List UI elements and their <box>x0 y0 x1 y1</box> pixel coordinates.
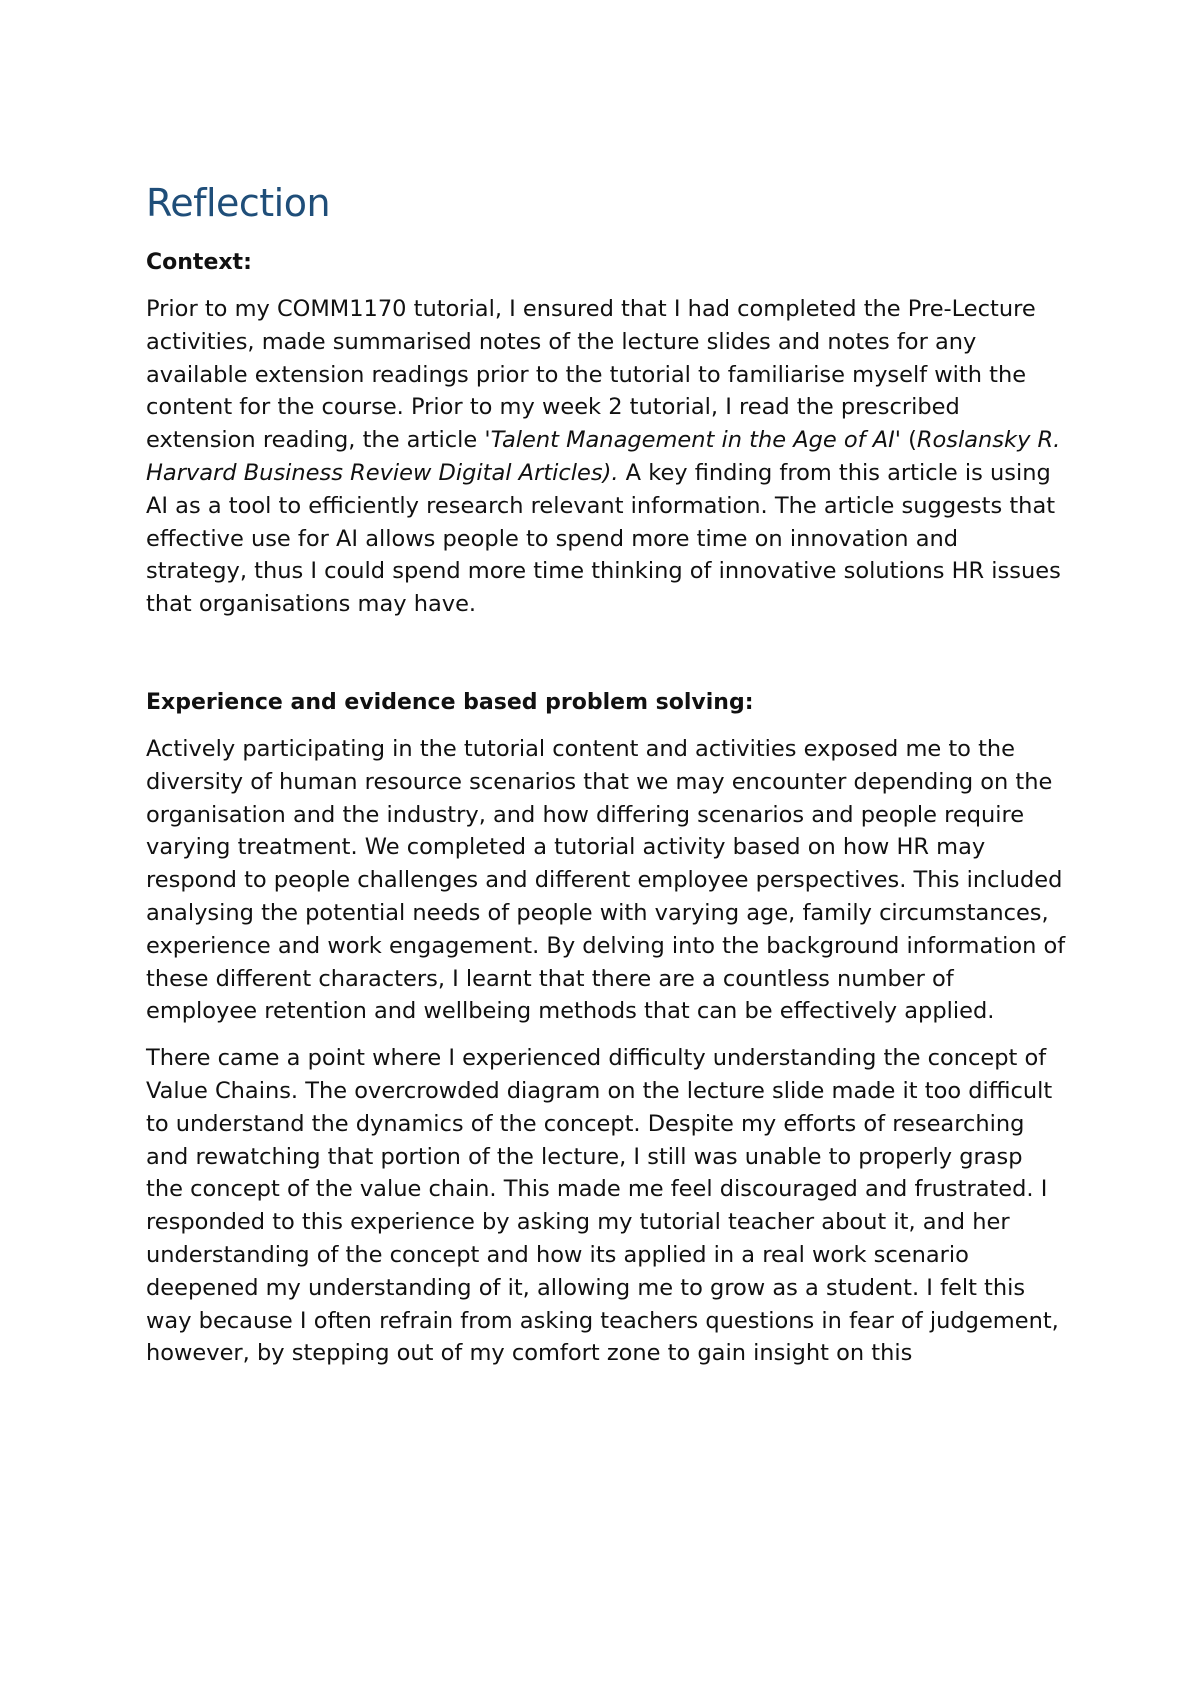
context-end-text: A key finding from this article is using AI as a tool to efficiently research relevant information. The article suggests that effective use for AI allows people to spend more time on innovation and strategy, thus I could spend more time thinking of innovative solutions HR issues that organisations may have. <box>146 459 1061 618</box>
experience-heading: Experience and evidence based problem solving: <box>146 689 754 715</box>
context-mid-text: ' ( <box>894 427 917 454</box>
document-title: Reflection <box>146 181 331 225</box>
context-intro-text: Prior to my COMM1170 tutorial, I ensured that I had completed the Pre-Lecture activities, made summarised notes of the lecture slides and notes for any available extension readings prior to the tutorial to familiarise myself with the content for the course. Prior to my week 2 tutorial, I read the prescribed extension reading, the article ' <box>146 296 1036 454</box>
document-body <box>146 177 1066 1370</box>
experience-paragraph-2: There came a point where I experienced difficulty understanding the concept of Value Chains. The overcrowded diagram on the lecture slide made it too difficult to understand the dynamics of the concept. Despite my efforts of researching and rewatching that portion of the lecture, I still was unable to properly grasp the concept of the value chain. This made me feel discouraged and frustrated. I responded to this experience by asking my tutorial teacher about it, and her understanding of the concept and how its applied in a real work scenario deepened my understanding of it, allowing me to grow as a student. I felt this way because I often refrain from asking teachers questions in fear of judgement, however, by stepping out of my comfort zone to gain insight on this <box>146 1045 1059 1367</box>
experience-paragraph-1: Actively participating in the tutorial content and activities exposed me to the diversity of human resource scenarios that we may encounter depending on the organisation and the industry, and how differing scenarios and people require varying treatment. We completed a tutorial activity based on how HR may respond to people challenges and different employee perspectives. This included analysing the potential needs of people with varying age, family circumstances, experience and work engagement. By delving into the background information of these different characters, I learnt that there are a countless number of employee retention and wellbeing methods that can be effectively applied. <box>146 735 1066 1025</box>
article-title: Talent Management in the Age of AI <box>490 427 895 454</box>
section-gap <box>146 621 1066 687</box>
context-heading: Context: <box>146 250 252 275</box>
paragraph-gap <box>146 1028 1066 1042</box>
article-citation: Roslansky R. Harvard Business Review Digital Articles). <box>146 427 1061 486</box>
context-paragraph <box>146 293 1066 621</box>
